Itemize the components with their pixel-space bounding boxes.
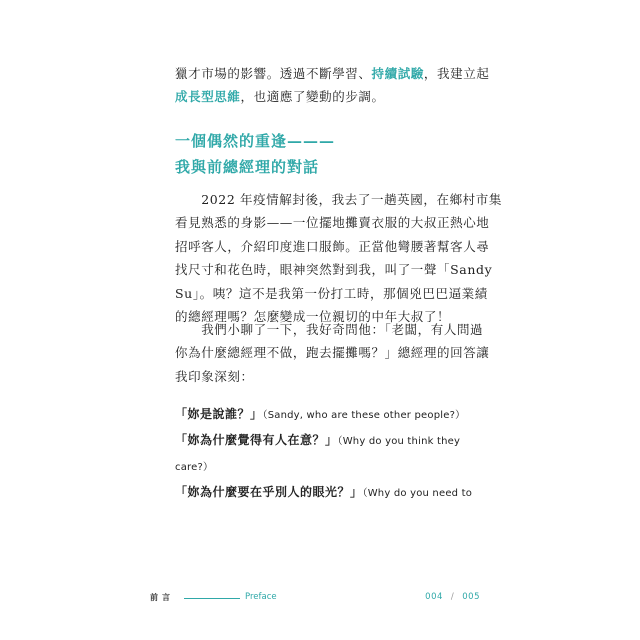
quotes-list <box>175 402 480 506</box>
body-paragraph-1 <box>175 188 502 328</box>
footer-section-title: 前言 <box>150 592 174 602</box>
quote-2-continued <box>175 454 480 480</box>
body-paragraph-2 <box>175 318 490 388</box>
heading-line-2: 我與前總經理的對話 <box>175 158 320 176</box>
body-line: 的總經理嗎？怎麼變成一位親切的中年大叔了！ <box>175 309 451 325</box>
quote-english: （Sandy, who are these other people?） <box>262 410 466 421</box>
body-line: 找尺寸和花色時，眼神突然對到我，叫了一聲「Sandy <box>175 262 493 278</box>
intro-text: ，我建立起 <box>423 66 490 81</box>
footer-section-label: Preface <box>245 592 277 602</box>
quote-2 <box>175 428 480 454</box>
page-number-left: 004 <box>425 592 443 602</box>
quote-english: （Why do you need to <box>362 488 473 499</box>
quote-chinese: 「妳是說誰？」 <box>175 407 263 421</box>
page-numbers <box>425 592 480 602</box>
intro-paragraph <box>175 62 490 109</box>
footer-divider <box>184 598 240 599</box>
quote-english: （Why do you think they <box>337 436 461 447</box>
quote-chinese: 「妳為什麼覺得有人在意？」 <box>175 433 338 447</box>
body-line: 我們小聊了一下，我好奇問他：「老闆，有人問過 <box>175 322 484 337</box>
intro-line-2 <box>175 85 475 108</box>
highlight-growth-mindset: 成長型思維 <box>175 89 241 105</box>
body-line: 看見熟悉的身影——一位擺地攤賣衣服的大叔正熱心地 <box>175 215 490 231</box>
body-line: 我印象深刻： <box>175 368 254 384</box>
body-line: 2022 年疫情解封後，我去了一趟英國，在鄉村市集 <box>175 192 502 207</box>
intro-text: 獵才市場的影響。透過不斷學習、 <box>175 66 372 81</box>
page-footer <box>150 592 490 606</box>
quote-1 <box>175 402 480 428</box>
body-line: Su」。咦？這不是我第一份打工時，那個兇巴巴逼業績 <box>175 285 488 301</box>
highlight-persistent-experiment: 持續試驗 <box>371 66 424 81</box>
intro-text: ，也適應了變動的步調。 <box>240 89 385 105</box>
page-number-right: 005 <box>462 592 480 602</box>
heading-line-1: 一個偶然的重逢——— <box>175 132 336 150</box>
section-heading <box>175 128 475 180</box>
body-line: 你為什麼總經理不做，跑去擺攤嗎？」總經理的回答讓 <box>175 345 490 361</box>
quote-english-continued: care?） <box>175 462 214 473</box>
page-number-separator: / <box>450 592 455 602</box>
quote-chinese: 「妳為什麼要在乎別人的眼光？」 <box>175 485 363 499</box>
body-line: 招呼客人，介紹印度進口服飾。正當他彎腰著幫客人尋 <box>175 238 490 254</box>
intro-line-1 <box>175 62 490 85</box>
quote-3 <box>175 480 480 506</box>
